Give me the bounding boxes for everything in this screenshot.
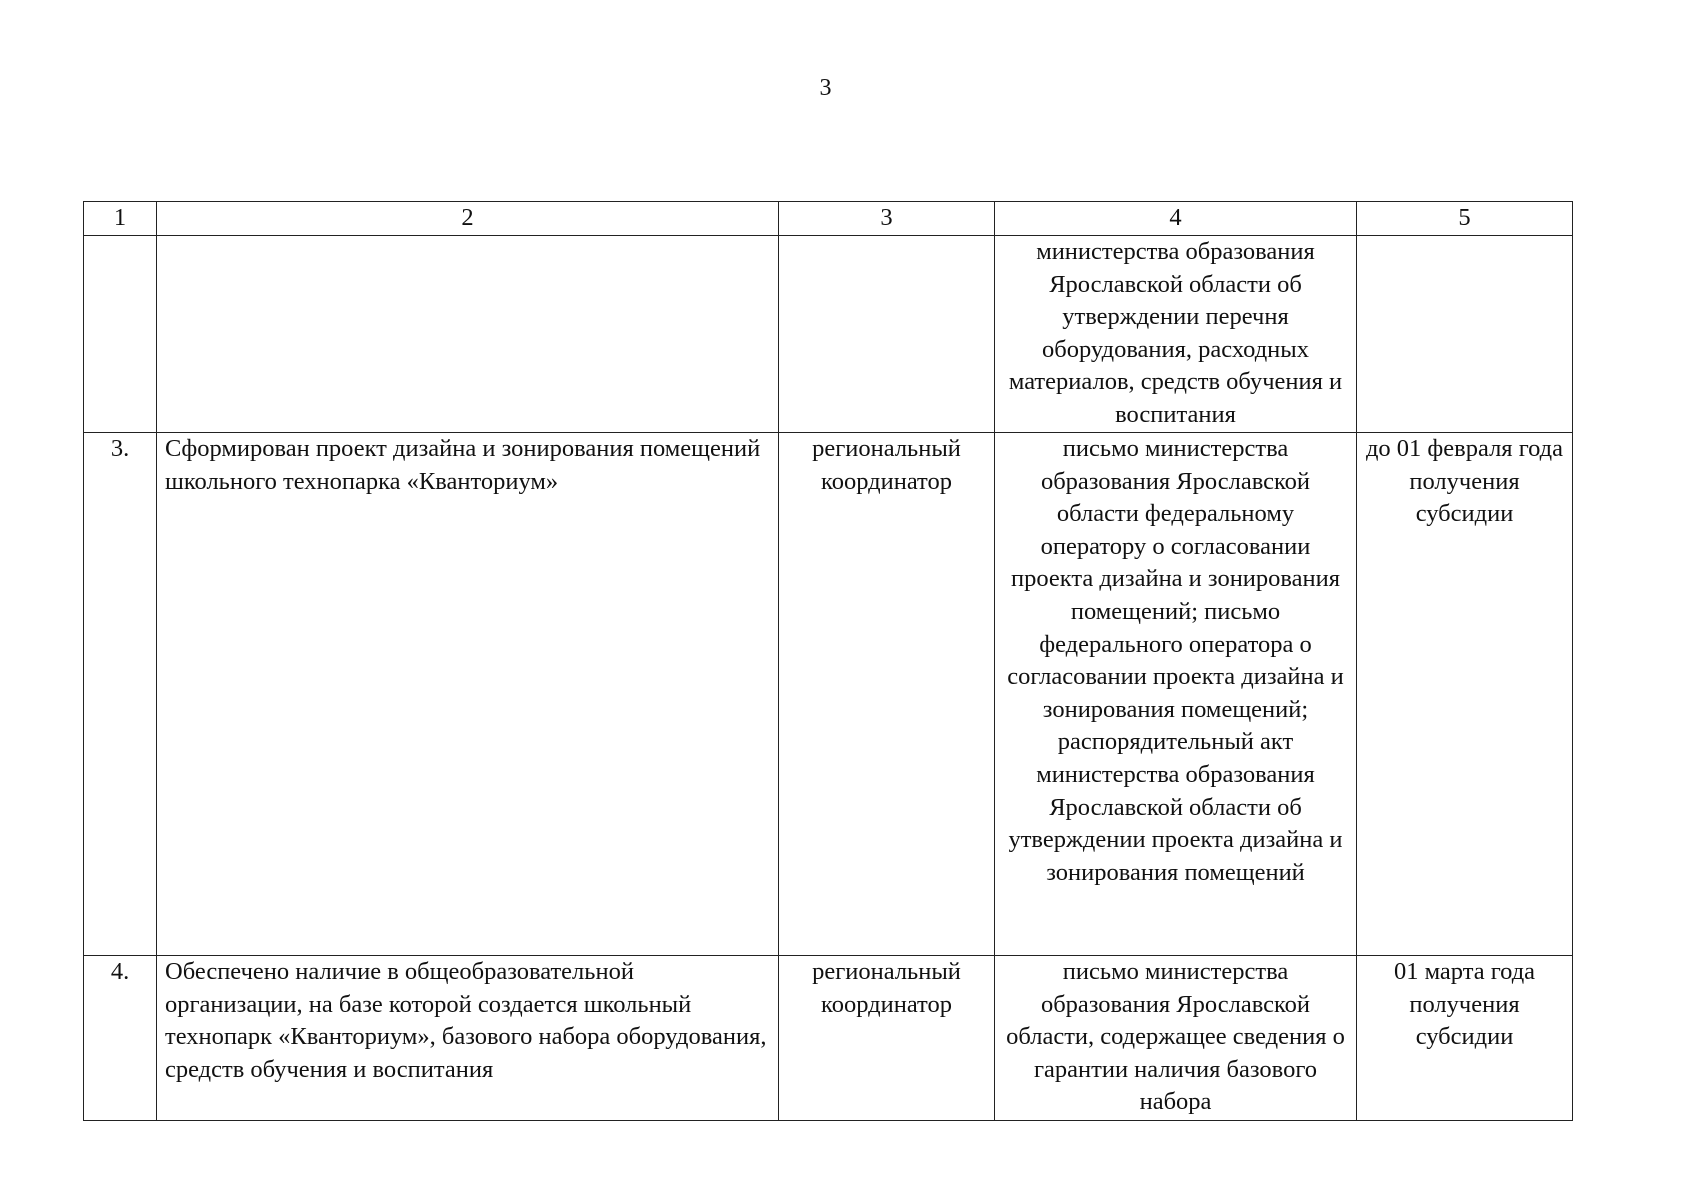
responsible-cell [779, 236, 995, 433]
table-header-row [84, 202, 1573, 236]
page-number: 3 [819, 75, 832, 101]
deadline-cell: 01 марта года получения субсидии [1357, 956, 1573, 1121]
description-cell: Обеспечено наличие в общеобразовательной организации, на базе которой создается школьный технопарк «Кванториум», базового набора оборудования, средств обучения и воспитания [157, 956, 779, 1121]
row-number-cell: 3. [84, 433, 157, 956]
responsible-cell: региональный координатор [779, 433, 995, 956]
column-number-3: 3 [779, 202, 995, 236]
column-number-1: 1 [84, 202, 157, 236]
table-row [84, 956, 1573, 1121]
description-cell [157, 236, 779, 433]
column-number-2: 2 [157, 202, 779, 236]
description-cell: Сформирован проект дизайна и зонирования помещений школьного технопарка «Кванториум» [157, 433, 779, 956]
deadline-cell: до 01 февраля года получения субсидии [1357, 433, 1573, 956]
plan-table [83, 201, 1573, 1121]
table-row [84, 236, 1573, 433]
document-cell: письмо министерства образования Ярославской области федеральному оператору о согласовании проекта дизайна и зонирования помещений; письмо федерального оператора о согласовании проекта дизайна и зонирования помещений; распорядительный акт министерства образования Ярославской области об утверждении проекта дизайна и зонирования помещений [995, 433, 1357, 956]
row-number-cell: 4. [84, 956, 157, 1121]
responsible-cell: региональный координатор [779, 956, 995, 1121]
column-number-5: 5 [1357, 202, 1573, 236]
column-number-4: 4 [995, 202, 1357, 236]
document-cell: письмо министерства образования Ярославской области, содержащее сведения о гарантии наличия базового набора [995, 956, 1357, 1121]
deadline-cell [1357, 236, 1573, 433]
document-cell: министерства образования Ярославской области об утверждении перечня оборудования, расходных материалов, средств обучения и воспитания [995, 236, 1357, 433]
row-number-cell [84, 236, 157, 433]
table-row [84, 433, 1573, 956]
